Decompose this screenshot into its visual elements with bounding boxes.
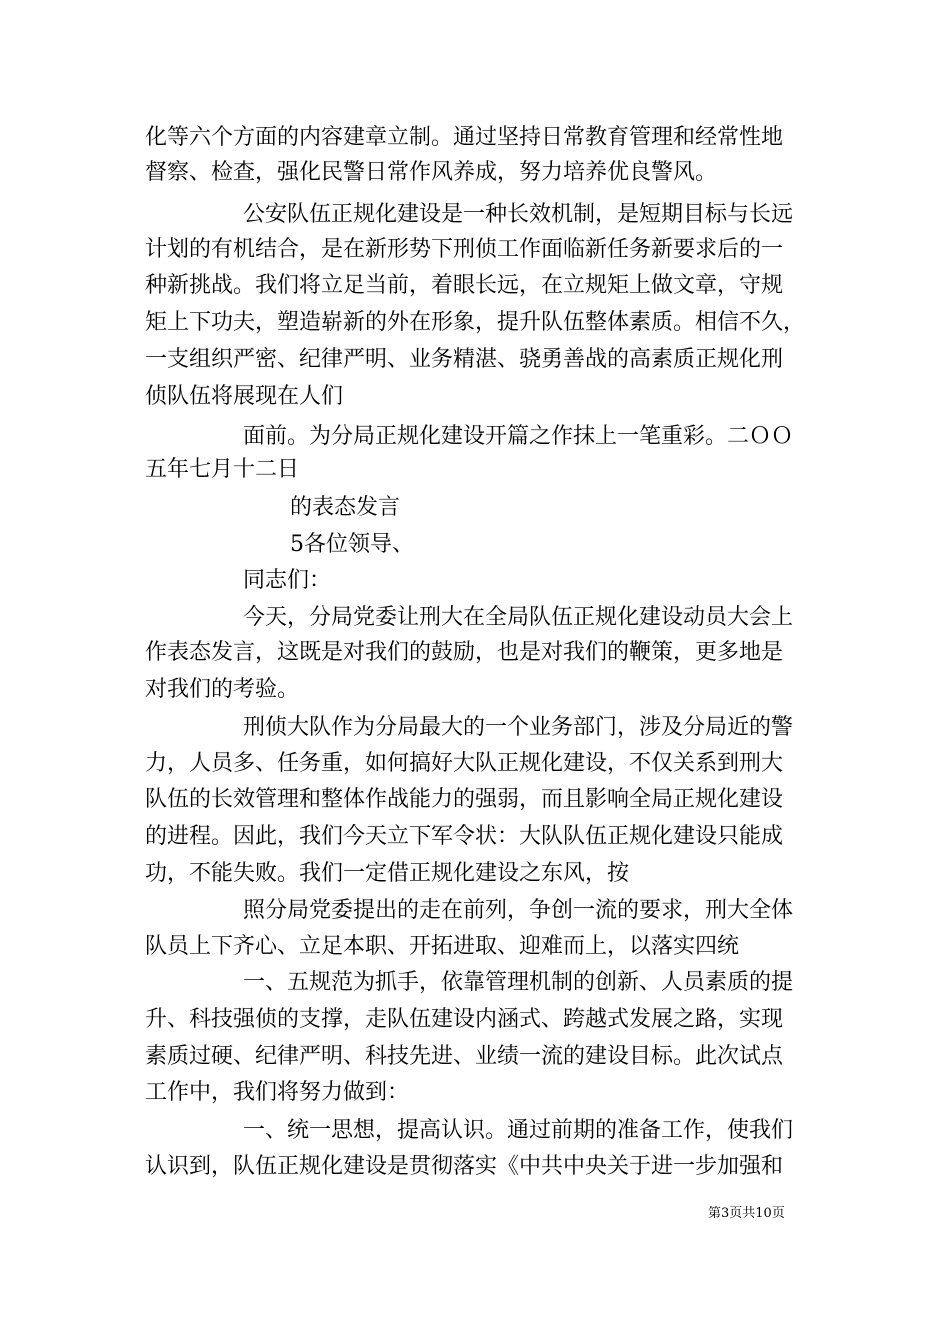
text-line: 的进程。因此，我们今天立下军令状：大队队伍正规化建设只能成 bbox=[145, 824, 784, 849]
text-line: 升、科技强侦的支撑，走队伍建设内涵式、跨越式发展之路，实现 bbox=[145, 1007, 784, 1032]
text-line: 一、统一思想，提高认识。通过前期的准备工作，使我们 bbox=[243, 1118, 794, 1143]
text-line: 督察、检查，强化民警日常作风养成，努力培养优良警风。 bbox=[145, 160, 718, 185]
text-line: 对我们的考验。 bbox=[145, 677, 300, 702]
text-line: 刑侦大队作为分局最大的一个业务部门，涉及分局近的警 bbox=[243, 715, 794, 740]
text-line: 同志们： bbox=[243, 568, 332, 593]
text-line: 认识到，队伍正规化建设是贯彻落实《中共中央关于进一步加强和 bbox=[145, 1154, 784, 1179]
text-line: 功，不能失败。我们一定借正规化建设之东风，按 bbox=[145, 861, 630, 886]
text-line: 一支组织严密、纪律严明、业务精湛、骁勇善战的高素质正规化刑 bbox=[145, 347, 784, 372]
text-line: 种新挑战。我们将立足当前，着眼长远，在立规矩上做文章，守规 bbox=[145, 273, 784, 298]
text-line: 化等六个方面的内容建章立制。通过坚持日常教育管理和经常性地 bbox=[145, 125, 784, 150]
text-line: 计划的有机结合，是在新形势下刑侦工作面临新任务新要求后的一 bbox=[145, 237, 784, 262]
text-line: 今天，分局党委让刑大在全局队伍正规化建设动员大会上 bbox=[243, 605, 794, 630]
text-line: 面前。为分局正规化建设开篇之作抹上一笔重彩。二ＯＯ bbox=[243, 424, 794, 449]
text-line: 队伍的长效管理和整体作战能力的强弱，而且影响全局正规化建设 bbox=[145, 787, 784, 812]
text-line: 作表态发言，这既是对我们的鼓励，也是对我们的鞭策，更多地是 bbox=[145, 640, 784, 665]
text-line: 公安队伍正规化建设是一种长效机制，是短期目标与长远 bbox=[243, 202, 794, 227]
text-line: 队员上下齐心、立足本职、开拓进取、迎难而上，以落实四统 bbox=[145, 934, 740, 959]
text-line: 的表态发言 bbox=[290, 495, 401, 520]
text-line: 五年七月十二日 bbox=[145, 457, 300, 482]
text-line: 素质过硬、纪律严明、科技先进、业绩一流的建设目标。此次试点 bbox=[145, 1044, 784, 1069]
text-line: 矩上下功夫，塑造崭新的外在形象，提升队伍整体素质。相信不久， bbox=[145, 310, 806, 335]
text-line: 5各位领导、 bbox=[290, 532, 414, 557]
page-number-footer: 第3页共10页 bbox=[708, 1206, 785, 1221]
text-line: 一、五规范为抓手，依靠管理机制的创新、人员素质的提 bbox=[243, 970, 794, 995]
text-line: 侦队伍将展现在人们 bbox=[145, 384, 344, 409]
text-line: 工作中，我们将努力做到： bbox=[145, 1080, 410, 1105]
text-line: 照分局党委提出的走在前列，争创一流的要求，刑大全体 bbox=[243, 898, 794, 923]
text-line: 力，人员多、任务重，如何搞好大队正规化建设，不仅关系到刑大 bbox=[145, 751, 784, 776]
